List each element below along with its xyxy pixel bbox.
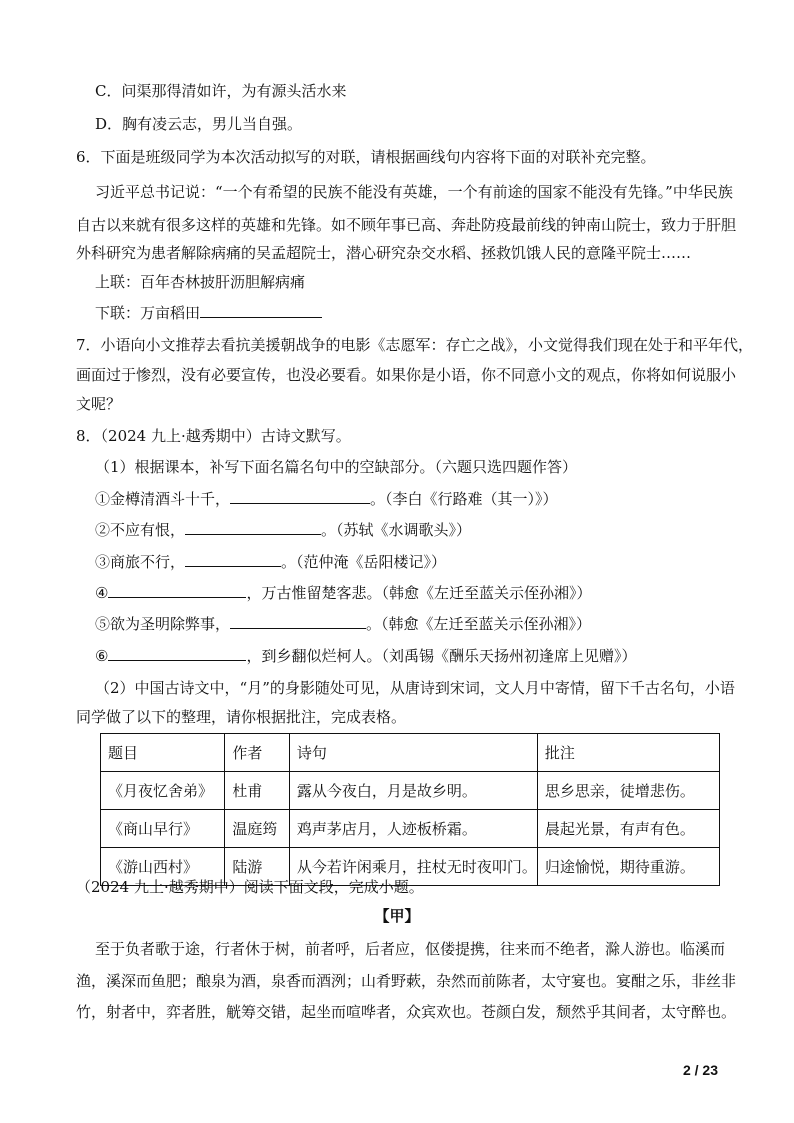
table-row (101, 810, 720, 848)
fill-item (95, 551, 446, 572)
fill-item (95, 613, 591, 634)
option-c: C．问渠那得清如许，为有源头活水来 (95, 82, 347, 100)
item-number: ② (95, 521, 111, 539)
question-6-passage-line: 自古以来就有很多这样的英雄和先锋。如不顾年事已高、奔赴防疫最前线的钟南山院士，致力于肝胆 (76, 216, 737, 234)
fill-item (95, 519, 471, 540)
question-7-line: 7．小语向小文推荐去看抗美援朝战争的电影《志愿军：存亡之战》，小文觉得我们现在处于和平年代， (76, 336, 754, 354)
fill-item (95, 582, 591, 603)
item-text: ，到乡翻似烂柯人。（刘禹锡《酬乐天扬州初逢席上见赠》） (246, 647, 637, 665)
question-8-part2-line: 同学做了以下的整理，请你根据批注，完成表格。 (76, 708, 407, 726)
answer-blank[interactable] (185, 519, 321, 535)
table-cell: 思乡思亲，徒增悲伤。 (537, 772, 719, 810)
moon-poems-table (100, 733, 720, 886)
table-cell: 陆游 (225, 848, 289, 886)
section-heading: 【甲】 (374, 907, 420, 925)
table-cell: 归途愉悦，期待重游。 (537, 848, 719, 886)
table-cell: 《游山西村》 (101, 848, 225, 886)
question-8-part2-line: （2）中国古诗文中，“月”的身影随处可见，从唐诗到宋词，文人月中寄情，留下千古名句，小语 (95, 679, 735, 697)
item-number: ⑤ (95, 615, 111, 633)
answer-blank[interactable] (108, 582, 246, 598)
item-text: 不应有恨， (110, 521, 186, 539)
table-row (101, 772, 720, 810)
table-cell: 杜甫 (225, 772, 289, 810)
page-number: 2 / 23 (682, 1062, 718, 1078)
table-header: 题目 (101, 734, 225, 772)
question-6-stem: 6．下面是班级同学为本次活动拟写的对联，请根据画线句内容将下面的对联补充完整。 (76, 148, 656, 166)
item-number: ③ (95, 553, 111, 571)
question-7-line: 画面过于惨烈，没有必要宣传，也没必要看。如果你是小语，你不同意小文的观点，你将如何说服小 (76, 366, 737, 384)
item-number: ④ (95, 584, 109, 602)
fill-item (95, 645, 636, 666)
answer-blank[interactable] (230, 488, 370, 504)
table-header: 作者 (225, 734, 289, 772)
item-text: 。（韩愈《左迁至蓝关示侄孙湘》） (366, 615, 592, 633)
item-text: 。（范仲淹《岳阳楼记》） (281, 553, 447, 571)
table-cell: 露从今夜白，月是故乡明。 (289, 772, 537, 810)
table-cell: 《月夜忆舍弟》 (101, 772, 225, 810)
question-7-line: 文呢？ (76, 395, 122, 413)
couplet-lower-text: 下联：万亩稻田 (95, 304, 201, 322)
table-header: 诗句 (289, 734, 537, 772)
couplet-upper: 上联：百年杏林披肝沥胆解病痛 (95, 273, 306, 291)
passage-line: 竹，射者中，弈者胜，觥筹交错，起坐而喧哗者，众宾欢也。苍颜白发，颓然乎其间者，太守醉也。 (76, 1003, 737, 1021)
table-header-row (101, 734, 720, 772)
item-text: 。（李白《行路难（其一）》） (370, 490, 558, 508)
question-6-passage-line: 外科研究为患者解除病痛的吴孟超院士，潜心研究杂交水稻、拯救饥饿人民的意隆平院士…… (76, 244, 692, 262)
option-d: D．胸有凌云志，男儿当自强。 (95, 115, 303, 133)
fill-item (95, 488, 558, 509)
answer-blank[interactable] (185, 551, 281, 567)
table-cell: 温庭筠 (225, 810, 289, 848)
item-text: ，万古惟留楚客悲。（韩愈《左迁至蓝关示侄孙湘》） (246, 584, 592, 602)
answer-blank[interactable] (230, 613, 366, 629)
passage-line: 渔，溪深而鱼肥；酿泉为酒，泉香而酒洌；山肴野蔌，杂然而前陈者，太守宴也。宴酣之乐，非丝非 (76, 972, 737, 990)
answer-blank[interactable] (108, 645, 246, 661)
item-text: 欲为圣明除弊事， (110, 615, 231, 633)
table-cell: 《商山早行》 (101, 810, 225, 848)
reading-intro: （2024 九上·越秀期中）阅读下面文段，完成小题。 (76, 878, 424, 896)
item-text: 。（苏轼《水调歌头》） (321, 521, 472, 539)
table-cell: 鸡声茅店月，人迹板桥霜。 (289, 810, 537, 848)
question-6-passage-line: 习近平总书记说：“一个有希望的民族不能没有英雄，一个有前途的国家不能没有先锋。”中华民族 (95, 183, 733, 201)
question-8-stem: 8．（2024 九上·越秀期中）古诗文默写。 (76, 427, 351, 445)
item-number: ⑥ (95, 647, 109, 665)
item-number: ① (95, 490, 111, 508)
question-8-part1: （1）根据课本，补写下面名篇名句中的空缺部分。（六题只选四题作答） (95, 458, 578, 476)
table-cell: 从今若许闲乘月，拄杖无时夜叩门。 (289, 848, 537, 886)
table-header: 批注 (537, 734, 719, 772)
couplet-lower (95, 302, 322, 323)
table-cell: 晨起光景，有声有色。 (537, 810, 719, 848)
passage-line: 至于负者歌于途，行者休于树，前者呼，后者应，伛偻提携，往来而不绝者，滁人游也。临溪而 (95, 940, 726, 958)
item-text: 金樽清酒斗十千， (110, 490, 231, 508)
item-text: 商旅不行， (110, 553, 186, 571)
couplet-answer-blank[interactable] (200, 302, 322, 318)
